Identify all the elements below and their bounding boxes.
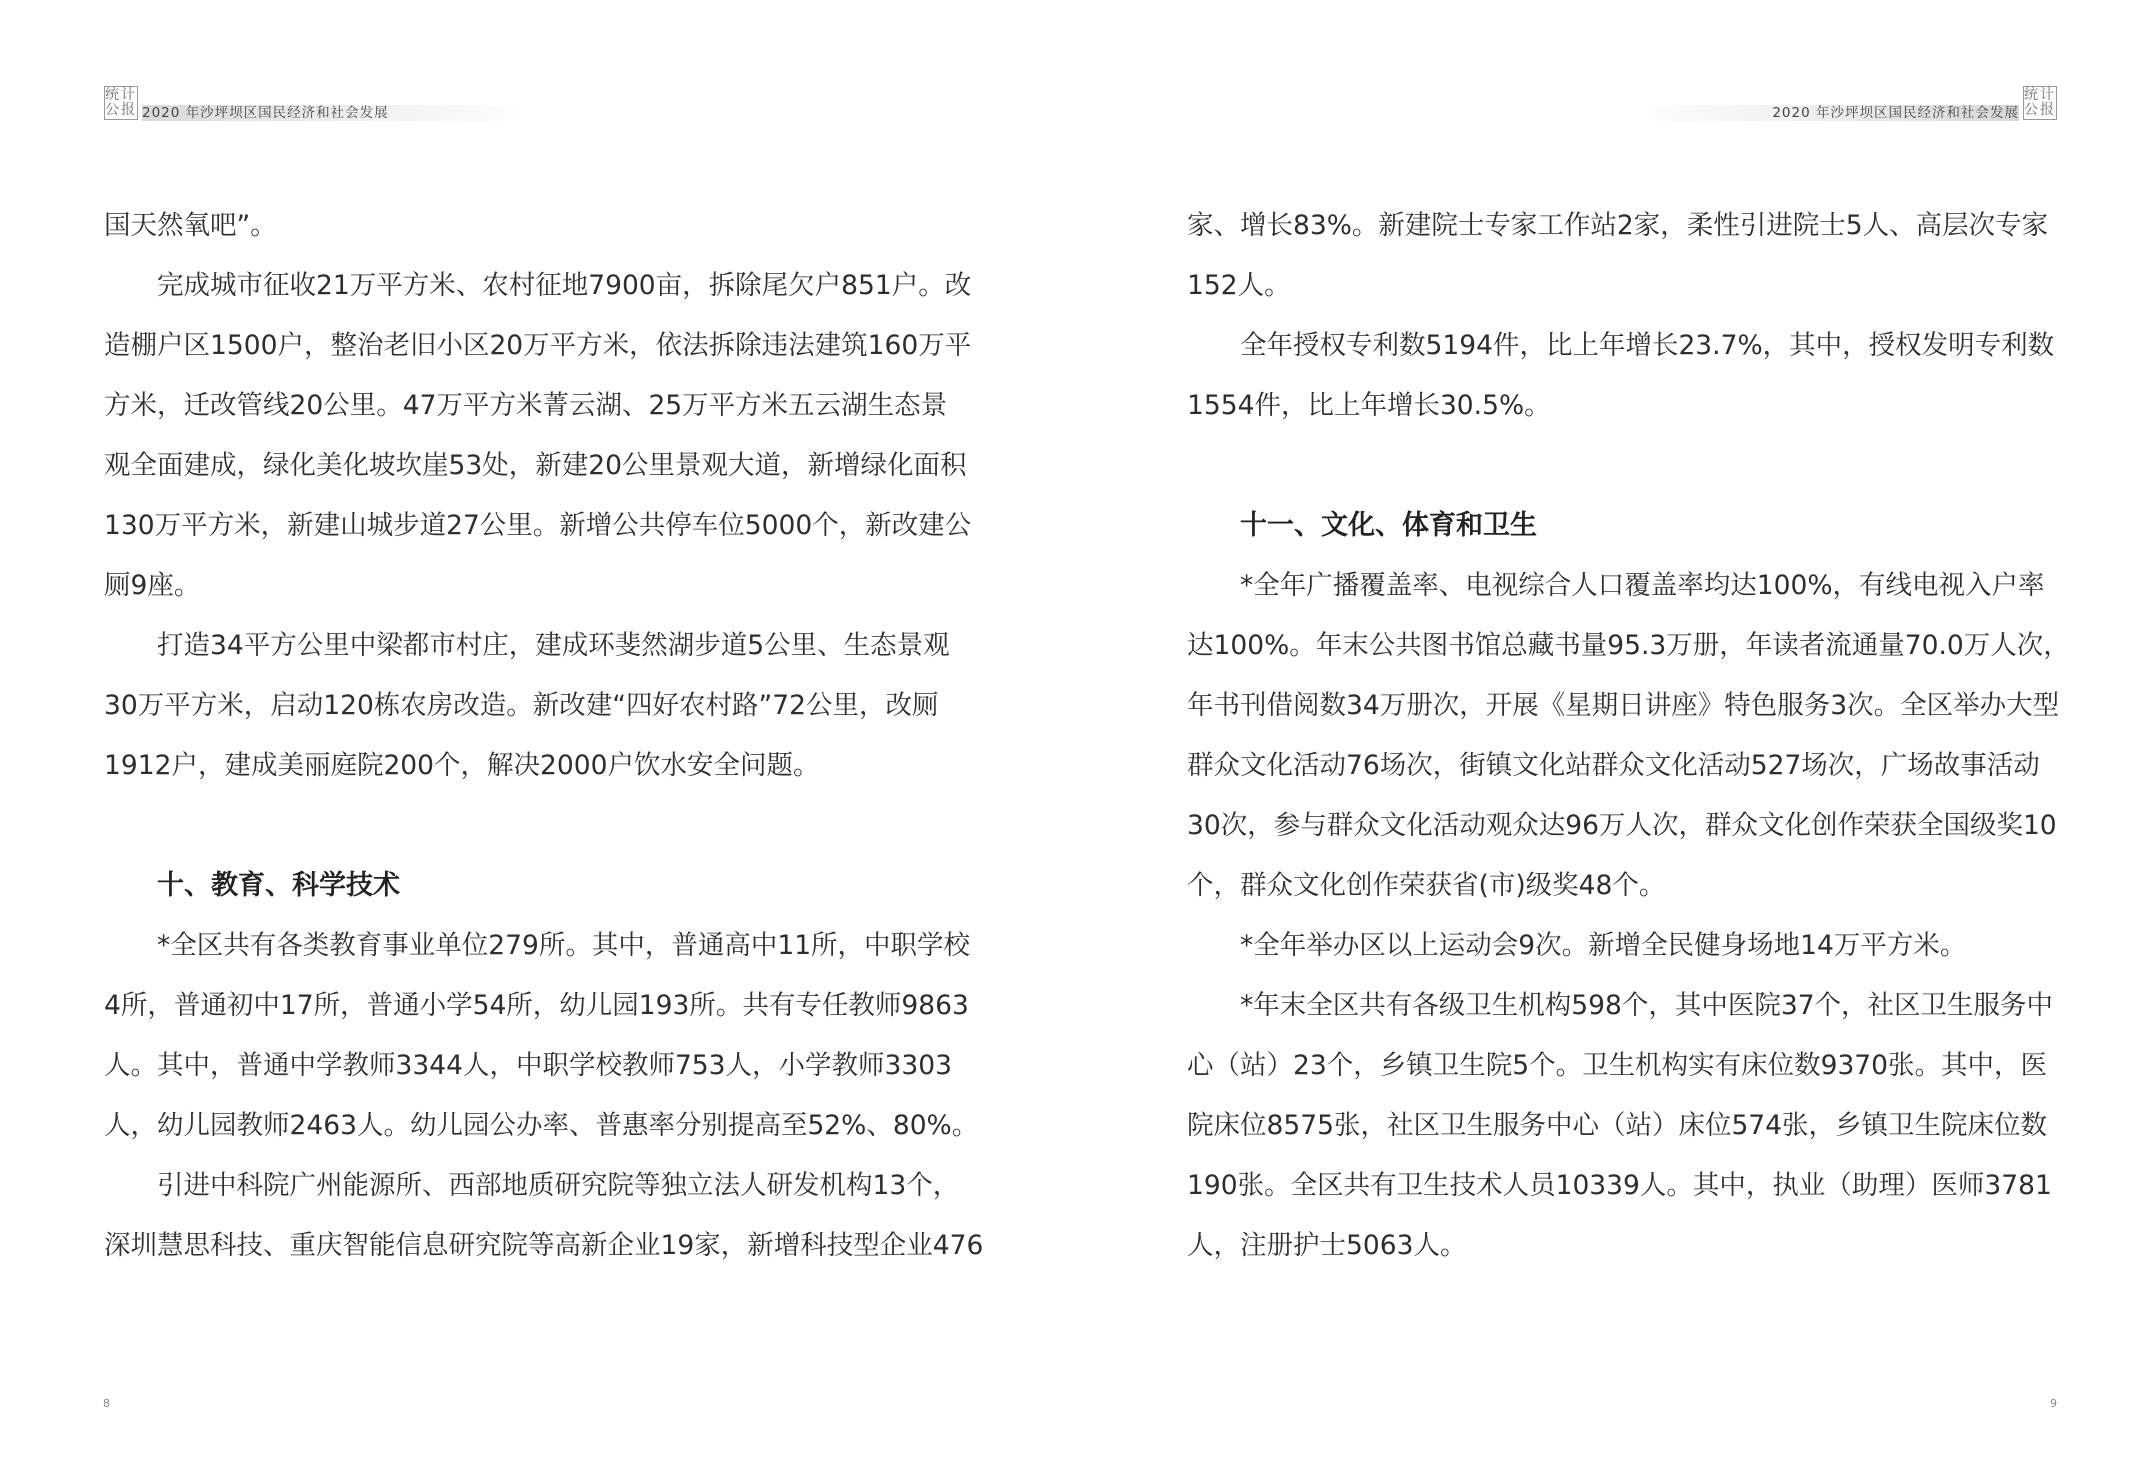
text-line: 完成城市征收21万平方米、农村征地7900亩，拆除尾欠户851户。改	[157, 270, 972, 301]
text-line: 心（站）23个，乡镇卫生院5个。卫生机构实有床位数9370张。其中，医	[1187, 1050, 2048, 1081]
text-line: 人，注册护士5063人。	[1187, 1230, 1467, 1261]
text-line: 152人。	[1187, 270, 1291, 301]
text-line: 190张。全区共有卫生技术人员10339人。其中，执业（助理）医师3781	[1187, 1170, 2052, 1201]
section-heading: 十、教育、科学技术	[157, 870, 400, 901]
left-content	[104, 196, 986, 1276]
text-line: 打造34平方公里中梁都市村庄，建成环斐然湖步道5公里、生态景观	[157, 630, 950, 661]
text-line: 全年授权专利数5194件，比上年增长23.7%，其中，授权发明专利数	[1240, 330, 2055, 361]
header-title: 2020 年沙坪坝区国民经济和社会发展	[1629, 105, 2019, 121]
text-line: 人。其中，普通中学教师3344人，中职学校教师753人，小学教师3303	[104, 1050, 952, 1081]
section-heading: 十一、文化、体育和卫生	[1240, 510, 1537, 541]
page-number: 9	[2050, 1397, 2057, 1410]
text-line: 方米，迁改管线20公里。47万平方米菁云湖、25万平方米五云湖生态景	[104, 390, 948, 421]
text-line: 深圳慧思科技、重庆智能信息研究院等高新企业19家，新增科技型企业476	[104, 1230, 984, 1261]
header-title: 2020 年沙坪坝区国民经济和社会发展	[142, 105, 532, 121]
text-line: 30万平方米，启动120栋农房改造。新改建“四好农村路”72公里，改厕	[104, 690, 939, 721]
page-header	[104, 86, 534, 126]
right-page	[1075, 0, 2149, 1458]
stamp-line-1: 统计	[2024, 87, 2056, 103]
text-line: 达100%。年末公共图书馆总藏书量95.3万册，年读者流通量70.0万人次，	[1187, 630, 2070, 661]
text-line: 观全面建成，绿化美化坡坎崖53处，新建20公里景观大道，新增绿化面积	[104, 450, 967, 481]
text-line: *年末全区共有各级卫生机构598个，其中医院37个，社区卫生服务中	[1240, 990, 2054, 1021]
right-content	[1187, 196, 2069, 1276]
text-line: 厕9座。	[104, 570, 201, 601]
stamp-line-2: 公报	[2024, 102, 2056, 118]
text-line: 1554件，比上年增长30.5%。	[1187, 390, 1551, 421]
text-line: *全区共有各类教育事业单位279所。其中，普通高中11所，中职学校	[157, 930, 971, 961]
text-line: 1912户，建成美丽庭院200个，解决2000户饮水安全问题。	[104, 750, 820, 781]
stamp-line-1: 统计	[105, 87, 137, 103]
page-header	[1627, 86, 2057, 126]
report-stamp	[2023, 86, 2057, 120]
text-line: 年书刊借阅数34万册次，开展《星期日讲座》特色服务3次。全区举办大型	[1187, 690, 2060, 721]
text-line: 人，幼儿园教师2463人。幼儿园公办率、普惠率分别提高至52%、80%。	[104, 1110, 979, 1141]
text-line: *全年举办区以上运动会9次。新增全民健身场地14万平方米。	[1240, 930, 1967, 961]
page-number: 8	[103, 1397, 110, 1410]
text-line: 造棚户区1500户，整治老旧小区20万平方米，依法拆除违法建筑160万平	[104, 330, 972, 361]
text-line: 引进中科院广州能源所、西部地质研究院等独立法人研发机构13个，	[157, 1170, 960, 1201]
stamp-line-2: 公报	[105, 102, 137, 118]
text-line: 个，群众文化创作荣获省(市)级奖48个。	[1187, 870, 1666, 901]
text-line: 130万平方米，新建山城步道27公里。新增公共停车位5000个，新改建公	[104, 510, 972, 541]
text-line: 4所，普通初中17所，普通小学54所，幼儿园193所。共有专任教师9863	[104, 990, 969, 1021]
text-line: 家、增长83%。新建院士专家工作站2家，柔性引进院士5人、高层次专家	[1187, 210, 2049, 241]
spacer	[104, 796, 986, 856]
spacer	[1187, 436, 2069, 496]
text-line: 国天然氧吧”。	[104, 210, 277, 241]
text-line: *全年广播覆盖率、电视综合人口覆盖率均达100%，有线电视入户率	[1240, 570, 2045, 601]
text-line: 群众文化活动76场次，街镇文化站群众文化活动527场次，广场故事活动	[1187, 750, 2040, 781]
report-stamp	[104, 86, 138, 120]
text-line: 院床位8575张，社区卫生服务中心（站）床位574张，乡镇卫生院床位数	[1187, 1110, 2048, 1141]
left-page	[0, 0, 1074, 1458]
text-line: 30次，参与群众文化活动观众达96万人次，群众文化创作荣获全国级奖10	[1187, 810, 2057, 841]
